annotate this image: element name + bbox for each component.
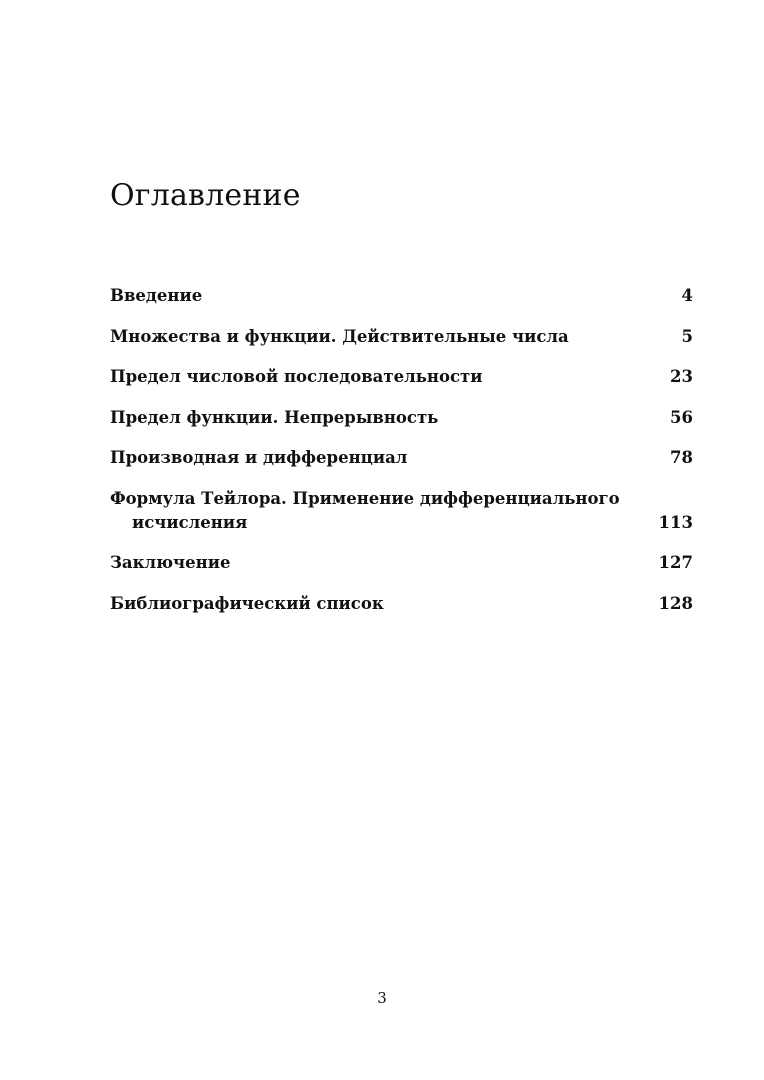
toc-entry-introduction[interactable] [110,284,693,308]
toc-entry-label: Введение [110,286,203,305]
toc-entry-label: Множества и функции. Действительные числа [110,326,569,346]
toc-entry-label-line1: Формула Тейлора. Применение дифференциального [110,488,620,508]
toc-entry-page: 113 [658,512,693,532]
toc-entry-label: Заключение [110,553,231,572]
toc-entry-page: 4 [681,286,693,305]
toc-entry-page: 56 [670,407,693,427]
toc-entry-page: 128 [658,593,693,613]
toc-entry-conclusion[interactable] [110,551,693,575]
toc-entry-label-line2: исчисления [132,512,248,532]
toc-entry-page: 5 [681,326,693,346]
toc-entry-taylor-formula[interactable] [110,487,693,535]
toc-entry-bibliography[interactable] [110,592,693,616]
toc-entry-sequence-limit[interactable] [110,365,693,389]
toc-entry-function-limit[interactable] [110,406,693,430]
toc-title: Оглавление [110,178,301,213]
toc-entry-page: 78 [670,448,693,467]
toc-entry-page: 127 [658,553,693,572]
toc-entry-label: Предел числовой последовательности [110,367,483,386]
toc-entry-page: 23 [670,367,693,386]
toc-entry-label [110,487,693,535]
page-number: 3 [377,989,387,1007]
toc-entry-label: Производная и дифференциал [110,448,408,467]
toc-entry-derivative[interactable] [110,446,693,470]
table-of-contents [110,284,693,632]
toc-entry-label: Предел функции. Непрерывность [110,407,439,427]
toc-entry-sets-functions[interactable] [110,325,693,349]
toc-entry-label: Библиографический список [110,593,384,613]
